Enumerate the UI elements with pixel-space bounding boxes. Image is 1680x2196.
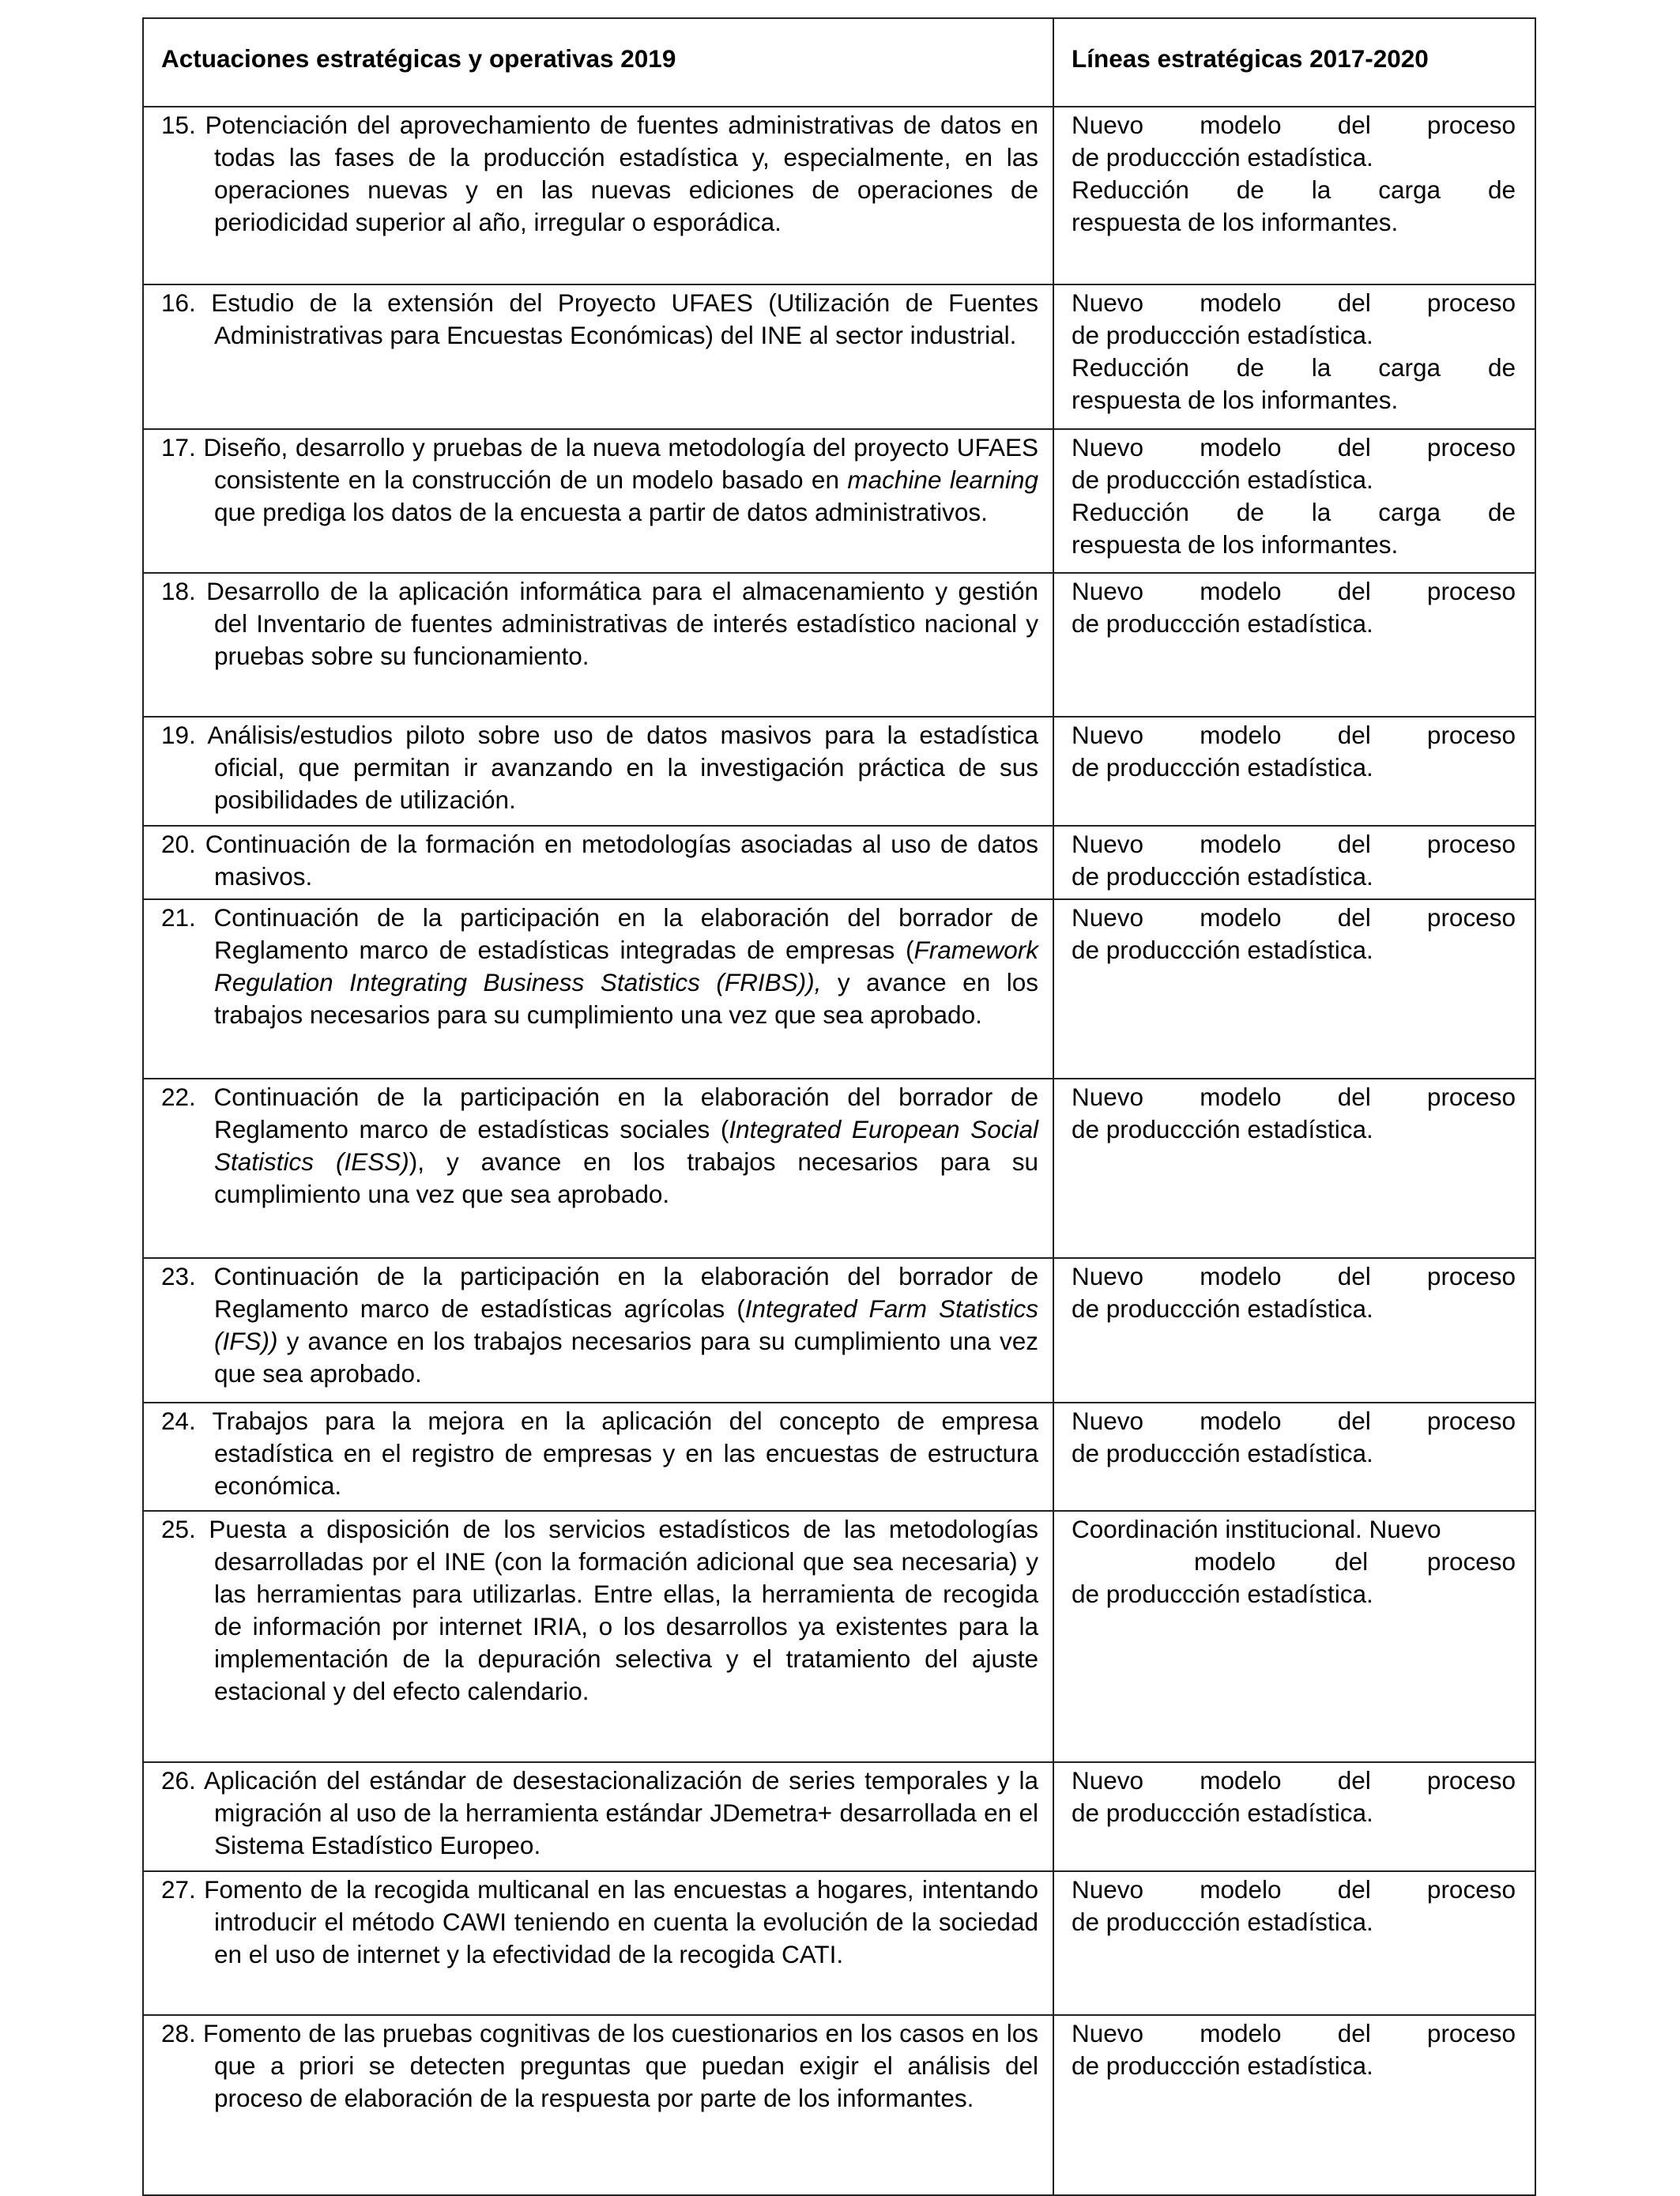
- strategic-line: Nuevo modelo del proceso: [1072, 433, 1516, 461]
- strategic-line: de produccción estadística.: [1072, 1294, 1373, 1323]
- item-number: 16.: [161, 288, 196, 317]
- action-text: Continuación de la participación en la elaboración del borrador de Reglamento marco de estadísticas integradas de empresas (: [213, 903, 1038, 964]
- action-text: Estudio de la extensión del Proyecto UFAES (Utilización de Fuentes Administrativas para Encuestas Económicas) del INE al sector industrial.: [211, 288, 1038, 349]
- action-text: Trabajos para la mejora en la aplicación del concepto de empresa estadística en el registro de empresas y en las encuestas de estructura económica.: [212, 1407, 1038, 1500]
- action-text: Continuación de la participación en la elaboración del borrador de Reglamento marco de estadísticas agrícolas (: [213, 1262, 1038, 1323]
- strategic-line: de produccción estadística.: [1072, 1439, 1373, 1467]
- strategic-line: respuesta de los informantes.: [1072, 386, 1399, 414]
- action-cell: [143, 1871, 1053, 2015]
- strategic-actions-table: [142, 17, 1536, 2196]
- strategic-line-cell: [1053, 717, 1535, 826]
- strategic-line: Nuevo modelo del proceso: [1072, 1875, 1516, 1904]
- item-number: 15.: [161, 111, 196, 139]
- action-cell: [143, 826, 1053, 899]
- table-header-row: [143, 18, 1535, 107]
- action-text: y avance en los trabajos necesarios para su cumplimiento una vez que sea aprobado.: [214, 968, 1038, 1029]
- strategic-line: Nuevo modelo del proceso: [1072, 721, 1516, 749]
- table-row: [143, 429, 1535, 573]
- action-text: Diseño, desarrollo y pruebas de la nueva metodología del proyecto UFAES consistente en la construcción de un modelo basado en: [203, 433, 1038, 494]
- strategic-line: Nuevo modelo del proceso: [1072, 111, 1516, 139]
- strategic-line: Nuevo modelo del proceso: [1072, 2019, 1516, 2047]
- strategic-line: Reducción de la carga de: [1072, 175, 1516, 204]
- strategic-line: de produccción estadística.: [1072, 143, 1373, 171]
- action-cell: [143, 284, 1053, 429]
- item-number: 22.: [161, 1083, 196, 1111]
- action-text-italic: Integrated Farm Statistics (IFS)): [214, 1294, 1038, 1355]
- strategic-line: de produccción estadística.: [1072, 1799, 1373, 1827]
- action-text: Continuación de la participación en la elaboración del borrador de Reglamento marco de estadísticas sociales (: [213, 1083, 1038, 1143]
- action-text-italic: Framework Regulation Integrating Business Statistics (FRIBS)),: [214, 936, 1038, 996]
- table-row: [143, 1871, 1535, 2015]
- item-number: 19.: [161, 721, 196, 749]
- action-text: Análisis/estudios piloto sobre uso de datos masivos para la estadística oficial, que permitan ir avanzando en la investigación práctica de sus posibilidades de utilización.: [207, 721, 1038, 814]
- strategic-line: de produccción estadística.: [1072, 2051, 1373, 2080]
- strategic-line-cell: [1053, 2015, 1535, 2195]
- strategic-line-cell: [1053, 1258, 1535, 1403]
- strategic-line: de produccción estadística.: [1072, 321, 1373, 349]
- table-row: [143, 2015, 1535, 2195]
- strategic-line: de produccción estadística.: [1072, 465, 1373, 494]
- strategic-line: de produccción estadística.: [1072, 862, 1373, 891]
- item-number: 21.: [161, 903, 196, 932]
- strategic-line-cell: [1053, 1511, 1535, 1762]
- item-number: 20.: [161, 830, 196, 858]
- table-row: [143, 573, 1535, 717]
- action-cell: [143, 1762, 1053, 1871]
- strategic-line-cell: [1053, 1871, 1535, 2015]
- action-text: Fomento de las pruebas cognitivas de los cuestionarios en los casos en los que a priori se detecten preguntas que puedan exigir el análisis del proceso de elaboración de la respuesta por parte de los informantes.: [202, 2019, 1038, 2112]
- action-cell: [143, 1258, 1053, 1403]
- strategic-line: de produccción estadística.: [1072, 753, 1373, 782]
- action-cell: [143, 1511, 1053, 1762]
- strategic-line: Nuevo modelo del proceso: [1072, 1407, 1516, 1435]
- item-number: 23.: [161, 1262, 196, 1290]
- action-text: Potenciación del aprovechamiento de fuentes administrativas de datos en todas las fases de la producción estadística y, especialmente, en las operaciones nuevas y en las nuevas ediciones de operaciones de periodicidad superior al año, irregular o esporádica.: [205, 111, 1038, 236]
- table-row: [143, 1511, 1535, 1762]
- table-row: [143, 1403, 1535, 1511]
- strategic-line: Reducción de la carga de: [1072, 498, 1516, 526]
- strategic-line: Coordinación institucional. Nuevo: [1072, 1515, 1441, 1543]
- strategic-line: Nuevo modelo del proceso: [1072, 1262, 1516, 1290]
- item-number: 17.: [161, 433, 196, 461]
- strategic-line-cell: [1053, 1403, 1535, 1511]
- table-row: [143, 1258, 1535, 1403]
- action-cell: [143, 1403, 1053, 1511]
- strategic-line: de produccción estadística.: [1072, 1580, 1373, 1608]
- item-number: 24.: [161, 1407, 196, 1435]
- action-cell: [143, 899, 1053, 1079]
- strategic-line-cell: [1053, 1079, 1535, 1258]
- action-cell: [143, 573, 1053, 717]
- table-row: [143, 107, 1535, 284]
- action-text: Continuación de la formación en metodologías asociadas al uso de datos masivos.: [205, 830, 1038, 891]
- action-text: Puesta a disposición de los servicios estadísticos de las metodologías desarrolladas por el INE (con la formación adicional que sea necesaria) y las herramientas para utilizarlas. Entre ellas, la herramienta de recogida de información por internet IRIA, o los desarrollos ya existentes para la implementación de la depuración selectiva y el tratamiento del ajuste estacional y del efecto calendario.: [209, 1515, 1038, 1705]
- strategic-line: Nuevo modelo del proceso: [1072, 1083, 1516, 1111]
- strategic-line: de produccción estadística.: [1072, 1115, 1373, 1143]
- strategic-line-cell: [1053, 826, 1535, 899]
- action-text: y avance en los trabajos necesarios para su cumplimiento una vez que sea aprobado.: [214, 1327, 1038, 1388]
- table-row: [143, 284, 1535, 429]
- table-row: [143, 899, 1535, 1079]
- strategic-line-cell: [1053, 573, 1535, 717]
- strategic-line: de produccción estadística.: [1072, 609, 1373, 638]
- table-row: [143, 717, 1535, 826]
- table-row: [143, 1762, 1535, 1871]
- strategic-line: de produccción estadística.: [1072, 1908, 1373, 1936]
- strategic-line: respuesta de los informantes.: [1072, 530, 1399, 559]
- strategic-line-cell: [1053, 107, 1535, 284]
- item-number: 18.: [161, 577, 196, 605]
- strategic-line: respuesta de los informantes.: [1072, 208, 1399, 236]
- action-text: que prediga los datos de la encuesta a partir de datos administrativos.: [214, 498, 988, 526]
- header-strategic-lines: Líneas estratégicas 2017-2020: [1053, 18, 1535, 107]
- strategic-line: Nuevo modelo del proceso: [1072, 903, 1516, 932]
- action-text: Fomento de la recogida multicanal en las encuestas a hogares, intentando introducir el método CAWI teniendo en cuenta la evolución de la sociedad en el uso de internet y la efectividad de la recogida CATI.: [204, 1875, 1038, 1968]
- table-row: [143, 1079, 1535, 1258]
- action-cell: [143, 2015, 1053, 2195]
- action-cell: [143, 107, 1053, 284]
- strategic-line: Nuevo modelo del proceso: [1072, 1766, 1516, 1795]
- action-cell: [143, 429, 1053, 573]
- item-number: 26.: [161, 1766, 196, 1795]
- action-text-italic: machine learning: [847, 465, 1038, 494]
- strategic-line-cell: [1053, 284, 1535, 429]
- strategic-line-cell: [1053, 899, 1535, 1079]
- action-text-italic: Integrated European Social Statistics (IESS): [214, 1115, 1038, 1176]
- strategic-line: Nuevo modelo del proceso: [1072, 830, 1516, 858]
- strategic-line: de produccción estadística.: [1072, 936, 1373, 964]
- item-number: 28.: [161, 2019, 196, 2047]
- item-number: 27.: [161, 1875, 196, 1904]
- strategic-line-cell: [1053, 1762, 1535, 1871]
- strategic-line-cell: [1053, 429, 1535, 573]
- strategic-line: Nuevo modelo del proceso: [1072, 577, 1516, 605]
- strategic-line: Nuevo modelo del proceso: [1072, 288, 1516, 317]
- table-row: [143, 826, 1535, 899]
- action-cell: [143, 717, 1053, 826]
- item-number: 25.: [161, 1515, 196, 1543]
- action-text: Desarrollo de la aplicación informática para el almacenamiento y gestión del Inventario de fuentes administrativas de interés estadístico nacional y pruebas sobre su funcionamiento.: [206, 577, 1038, 670]
- action-cell: [143, 1079, 1053, 1258]
- header-actions: Actuaciones estratégicas y operativas 2019: [143, 18, 1053, 107]
- strategic-line: Reducción de la carga de: [1072, 353, 1516, 382]
- action-text: ), y avance en los trabajos necesarios para su cumplimiento una vez que sea aprobado.: [214, 1147, 1038, 1208]
- strategic-line: modelo del proceso: [1194, 1547, 1516, 1576]
- action-text: Aplicación del estándar de desestacionalización de series temporales y la migración al uso de la herramienta estándar JDemetra+ desarrollada en el Sistema Estadístico Europeo.: [203, 1766, 1039, 1859]
